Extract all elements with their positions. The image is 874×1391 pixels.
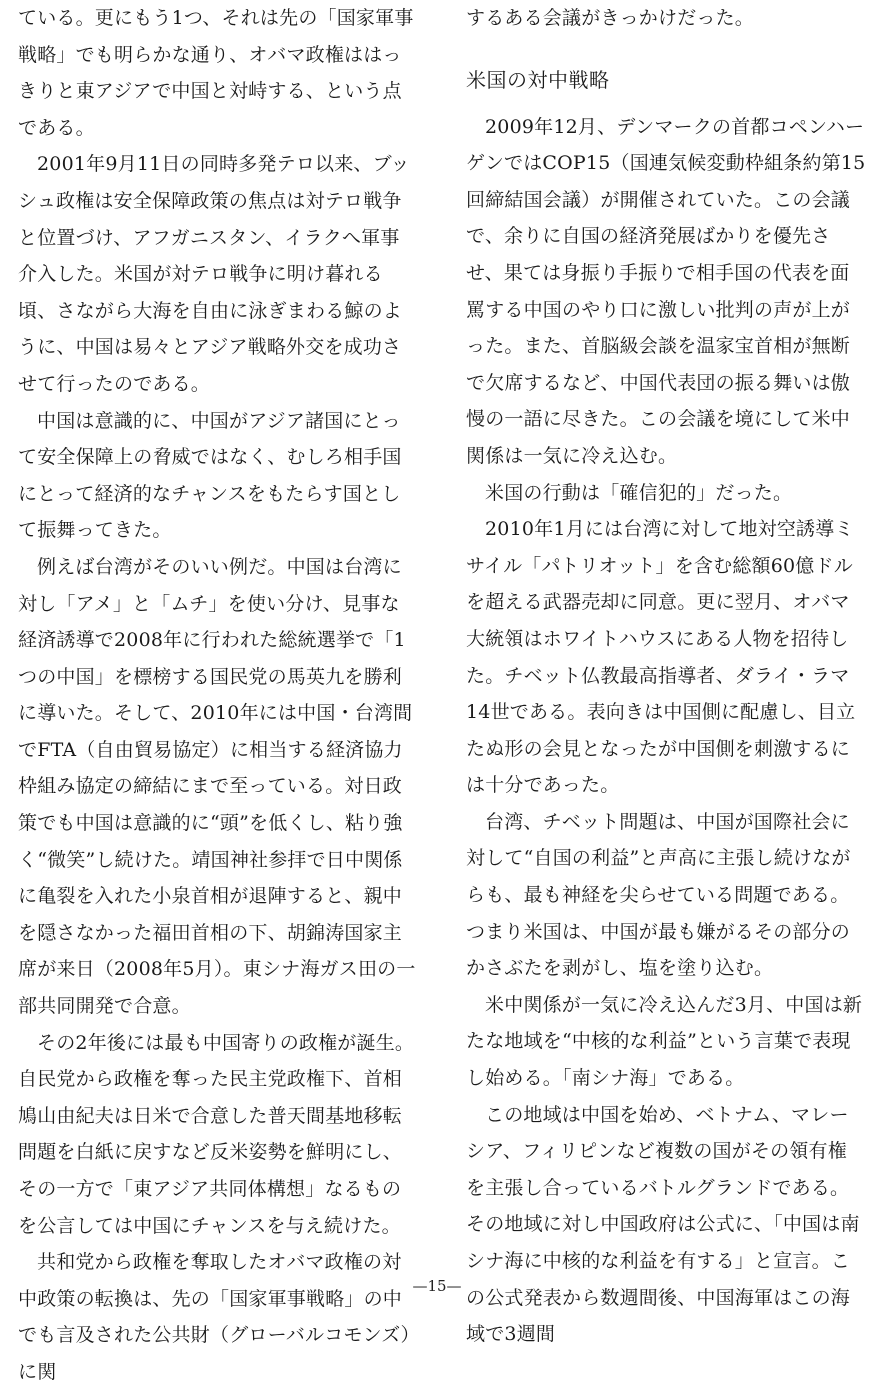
paragraph: ている。更にもう1つ、それは先の「国家軍事戦略」でも明らかな通り、オバマ政権ははっきりと東アジアで中国と対峙する、という点である。 <box>18 7 414 139</box>
paragraph: その2年後には最も中国寄りの政権が誕生。自民党から政権を奪った民主党政権下、首相鳩山由紀夫は日米で合意した普天間基地移転問題を白紙に戻すなど反米姿勢を鮮明にし、その一方で「東アジア共同体構想」なるものを公言しては中国にチャンスを与え続けた。 <box>18 1031 415 1237</box>
section-heading: 米国の対中戦略 <box>466 67 610 92</box>
paragraph-continuation: するある会議がきっかけだった。 <box>466 7 755 29</box>
right-column <box>466 0 866 1353</box>
paragraph: 台湾、チベット問題は、中国が国際社会に対して“自国の利益”と声高に主張し続けながらも、最も神経を尖らせている問題である。つまり米国は、中国が最も嫌がるその部分のかさぶたを剥がし、塩を塗り込む。 <box>466 810 851 980</box>
paragraph: この地域は中国を始め、ベトナム、マレーシア、フィリピンなど複数の国がその領有権を主張し合っているバトルグランドである。その地域に対し中国政府は公式に、「中国は南シナ海に中核的な利益を有する」と宣言。この公式発表から数週間後、中国海軍はこの海域で3週間 <box>466 1103 860 1346</box>
paragraph: 米中関係が一気に冷え込んだ3月、中国は新たな地域を“中核的な利益”という言葉で表現し始める。「南シナ海」である。 <box>466 993 863 1090</box>
paragraph: 2001年9月11日の同時多発テロ以来、ブッシュ政権は安全保障政策の焦点は対テロ戦争と位置づけ、アフガニスタン、イラクへ軍事介入した。米国が対テロ戦争に明け暮れる頃、さながら大海を自由に泳ぎまわる鯨のように、中国は易々とアジア戦略外交を成功させて行ったのである。 <box>18 153 410 395</box>
paragraph: 共和党から政権を奪取したオバマ政権の対中政策の転換は、先の「国家軍事戦略」の中でも言及された公共財（グローバルコモンズ）に関 <box>18 1251 411 1383</box>
paragraph: 2010年1月には台湾に対して地対空誘導ミサイル「パトリオット」を含む総額60億ドルを超える武器売却に同意。更に翌月、オバマ大統領はホワイトハウスにある人物を招待した。チベット仏教最高指導者、ダライ・ラマ14世である。表向きは中国側に配慮し、目立たぬ形の会見となったが中国側を刺激するには十分であった。 <box>466 518 856 797</box>
paragraph: 中国は意識的に、中国がアジア諸国にとって安全保障上の脅威ではなく、むしろ相手国にとって経済的なチャンスをもたらす国として振舞ってきた。 <box>18 409 402 542</box>
paragraph: 例えば台湾がそのいい例だ。中国は台湾に対し「アメ」と「ムチ」を使い分け、見事な経済誘導で2008年に行われた総統選挙で「1つの中国」を標榜する国民党の馬英九を勝利に導いた。そして、2010年には中国・台湾間でFTA（自由貿易協定）に相当する経済協力枠組み協定の締結にまで至っている。対日政策でも中国は意識的に“頭”を低くし、粘り強く“微笑”し続けた。靖国神社参拝で日中関係に亀裂を入れた小泉首相が退陣すると、親中を隠さなかった福田首相の下、胡錦涛国家主席が来日（2008年5月）。東シナ海ガス田の一部共同開発で合意。 <box>18 555 416 1018</box>
paragraph: 2009年12月、デンマークの首都コペンハーゲンではCOP15（国連気候変動枠組条約第15回締結国会議）が開催されていた。この会議で、余りに自国の経済発展ばかりを優先させ、果ては身振り手振りで相手国の代表を面罵する中国のやり口に激しい批判の声が上がった。また、首脳級会談を温家宝首相が無断で欠席するなど、中国代表団の振る舞いは傲慢の一語に尽きた。この会議を境にして米中関係は一気に冷え込む。 <box>466 115 866 467</box>
left-column <box>18 0 418 1391</box>
paragraph: 米国の行動は「確信犯的」だった。 <box>485 481 793 504</box>
page-number: —15— <box>412 1277 462 1295</box>
